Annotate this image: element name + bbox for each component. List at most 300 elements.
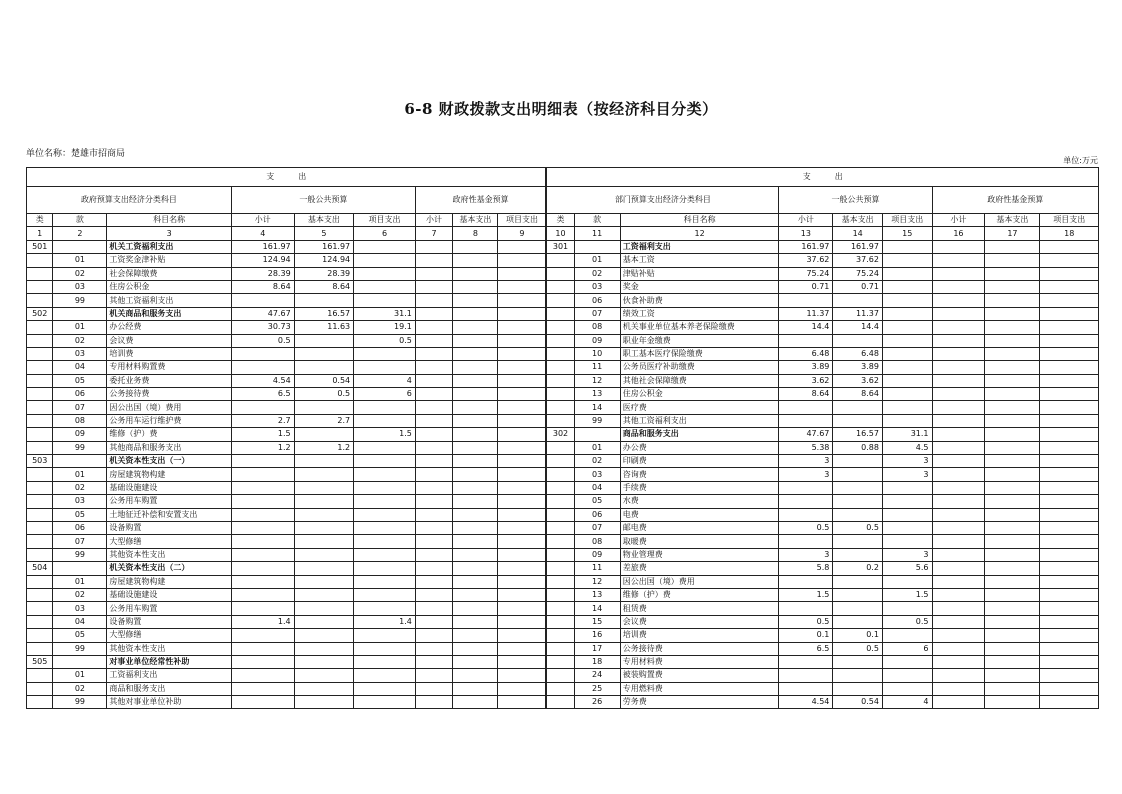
right-class-code-cell xyxy=(546,455,574,468)
header-row-expenditure xyxy=(27,168,1099,187)
left-fund-budget-cell xyxy=(498,669,547,682)
left-class-code-cell xyxy=(27,428,53,441)
left-subject-name-cell: 机关工资福利支出 xyxy=(107,240,231,253)
col-number: 4 xyxy=(231,227,294,240)
right-subject-name-cell: 医疗费 xyxy=(620,401,779,414)
right-project-expense-cell xyxy=(882,347,932,360)
left-item-code-cell: 99 xyxy=(53,642,107,655)
table-row xyxy=(27,535,1099,548)
right-basic-expense-cell: 14.4 xyxy=(833,321,883,334)
left-fund-budget-cell xyxy=(498,267,547,280)
left-basic-expense-cell xyxy=(294,629,353,642)
right-fund-budget-cell xyxy=(1040,575,1099,588)
right-subtotal-cell: 6.48 xyxy=(779,347,833,360)
right-fund-budget-cell xyxy=(1040,254,1099,267)
left-fund-budget-cell xyxy=(453,468,498,481)
left-basic-expense-cell xyxy=(294,669,353,682)
left-fund-budget-cell xyxy=(453,642,498,655)
right-basic-expense-cell: 0.1 xyxy=(833,629,883,642)
left-subtotal-cell: 28.39 xyxy=(231,267,294,280)
left-fund-budget-cell xyxy=(415,481,452,494)
right-fund-budget-cell xyxy=(985,535,1040,548)
left-subject-name-cell: 其他资本性支出 xyxy=(107,642,231,655)
left-class-code-cell: 504 xyxy=(27,562,53,575)
left-item-code-cell xyxy=(53,562,107,575)
left-subtotal-cell xyxy=(231,588,294,601)
right-project-expense-cell: 3 xyxy=(882,468,932,481)
left-subtotal-cell xyxy=(231,347,294,360)
right-subject-name-cell: 工资福利支出 xyxy=(620,240,779,253)
left-subject-name-cell: 设备购置 xyxy=(107,521,231,534)
right-fund-budget-cell xyxy=(932,535,985,548)
right-class-code-cell xyxy=(546,602,574,615)
left-project-expense-cell xyxy=(354,401,416,414)
right-fund-budget-cell xyxy=(985,588,1040,601)
col-project-header: 项目支出 xyxy=(882,214,932,227)
right-basic-expense-cell xyxy=(833,508,883,521)
right-subtotal-cell: 47.67 xyxy=(779,428,833,441)
right-item-code-cell: 17 xyxy=(574,642,620,655)
right-class-code-cell xyxy=(546,669,574,682)
right-fund-budget-cell xyxy=(932,401,985,414)
left-item-code-cell: 02 xyxy=(53,588,107,601)
right-fund-budget-cell xyxy=(1040,374,1099,387)
left-fund-budget-cell xyxy=(498,575,547,588)
right-class-code-cell xyxy=(546,696,574,709)
right-item-code-cell: 06 xyxy=(574,508,620,521)
table-row xyxy=(27,334,1099,347)
right-subject-name-cell: 住房公积金 xyxy=(620,388,779,401)
right-project-expense-cell: 31.1 xyxy=(882,428,932,441)
right-fund-budget-cell xyxy=(985,696,1040,709)
left-basic-expense-cell: 16.57 xyxy=(294,307,353,320)
left-basic-expense-cell xyxy=(294,334,353,347)
left-basic-expense-cell xyxy=(294,455,353,468)
left-fund-budget-cell xyxy=(453,669,498,682)
col-number: 2 xyxy=(53,227,107,240)
left-class-code-cell: 502 xyxy=(27,307,53,320)
right-project-expense-cell: 0.5 xyxy=(882,615,932,628)
table-row xyxy=(27,481,1099,494)
right-subtotal-cell: 5.8 xyxy=(779,562,833,575)
left-fund-budget-cell xyxy=(415,254,452,267)
left-item-code-cell: 01 xyxy=(53,321,107,334)
right-fund-budget-cell xyxy=(1040,428,1099,441)
right-fund-budget-cell xyxy=(1040,548,1099,561)
left-item-code-cell: 09 xyxy=(53,428,107,441)
table-row xyxy=(27,294,1099,307)
table-row xyxy=(27,495,1099,508)
right-item-code-cell: 14 xyxy=(574,401,620,414)
left-subtotal-cell: 47.67 xyxy=(231,307,294,320)
left-project-expense-cell xyxy=(354,588,416,601)
right-class-code-cell xyxy=(546,629,574,642)
left-basic-expense-cell: 0.54 xyxy=(294,374,353,387)
col-basic-header: 基本支出 xyxy=(294,214,353,227)
left-project-expense-cell xyxy=(354,602,416,615)
right-fund-budget-cell xyxy=(1040,562,1099,575)
left-fund-budget-cell xyxy=(498,481,547,494)
right-fund-budget-cell xyxy=(985,615,1040,628)
right-item-code-cell: 08 xyxy=(574,321,620,334)
right-basic-expense-cell xyxy=(833,669,883,682)
right-fund-budget-cell xyxy=(1040,455,1099,468)
left-class-code-cell xyxy=(27,682,53,695)
right-class-code-cell xyxy=(546,562,574,575)
right-fund-budget-cell xyxy=(932,388,985,401)
right-fund-budget-cell xyxy=(1040,602,1099,615)
right-general-budget-header: 一般公共预算 xyxy=(779,187,932,214)
col-subtotal-header: 小计 xyxy=(231,214,294,227)
col-number: 12 xyxy=(620,227,779,240)
left-subtotal-cell xyxy=(231,602,294,615)
right-fund-budget-cell xyxy=(1040,240,1099,253)
right-subtotal-cell: 6.5 xyxy=(779,642,833,655)
right-project-expense-cell xyxy=(882,481,932,494)
right-class-code-cell xyxy=(546,347,574,360)
right-basic-expense-cell: 75.24 xyxy=(833,267,883,280)
right-class-code-cell xyxy=(546,495,574,508)
left-fund-budget-cell xyxy=(498,642,547,655)
right-subject-name-cell: 劳务费 xyxy=(620,696,779,709)
left-item-code-cell: 03 xyxy=(53,280,107,293)
left-basic-expense-cell xyxy=(294,428,353,441)
table-row xyxy=(27,240,1099,253)
table-row xyxy=(27,414,1099,427)
left-fund-budget-cell xyxy=(453,562,498,575)
right-fund-budget-cell xyxy=(932,267,985,280)
left-basic-expense-cell xyxy=(294,696,353,709)
left-fund-budget-cell xyxy=(415,428,452,441)
right-project-expense-cell xyxy=(882,374,932,387)
left-fund-budget-cell xyxy=(415,294,452,307)
right-class-code-cell xyxy=(546,388,574,401)
right-item-code-cell: 07 xyxy=(574,521,620,534)
right-fund-budget-cell xyxy=(985,280,1040,293)
left-fund-budget-cell xyxy=(498,347,547,360)
left-subject-name-cell: 公务用车运行维护费 xyxy=(107,414,231,427)
right-subject-name-cell: 水费 xyxy=(620,495,779,508)
right-subtotal-cell xyxy=(779,682,833,695)
col-name-header: 科目名称 xyxy=(620,214,779,227)
left-class-code-cell xyxy=(27,294,53,307)
right-item-code-cell: 26 xyxy=(574,696,620,709)
left-fund-budget-cell xyxy=(415,682,452,695)
right-fund-budget-cell xyxy=(1040,521,1099,534)
right-fund-budget-cell xyxy=(932,669,985,682)
left-class-code-cell xyxy=(27,374,53,387)
right-fund-budget-cell xyxy=(985,240,1040,253)
left-project-expense-cell xyxy=(354,535,416,548)
right-fund-budget-cell xyxy=(985,468,1040,481)
table-row xyxy=(27,254,1099,267)
left-fund-budget-cell xyxy=(415,629,452,642)
right-project-expense-cell xyxy=(882,307,932,320)
right-fund-budget-cell xyxy=(1040,629,1099,642)
left-basic-expense-cell xyxy=(294,588,353,601)
left-subtotal-cell xyxy=(231,642,294,655)
left-fund-budget-cell xyxy=(415,521,452,534)
left-fund-budget-cell xyxy=(498,334,547,347)
right-basic-expense-cell xyxy=(833,575,883,588)
right-fund-budget-cell xyxy=(932,414,985,427)
right-fund-budget-cell xyxy=(1040,535,1099,548)
left-class-code-cell xyxy=(27,388,53,401)
left-item-code-cell: 08 xyxy=(53,414,107,427)
col-number: 13 xyxy=(779,227,833,240)
right-basic-expense-cell: 0.2 xyxy=(833,562,883,575)
right-fund-budget-cell xyxy=(985,629,1040,642)
col-number: 8 xyxy=(453,227,498,240)
right-item-code-cell: 01 xyxy=(574,441,620,454)
left-fund-budget-cell xyxy=(453,334,498,347)
right-project-expense-cell xyxy=(882,401,932,414)
right-fund-budget-cell xyxy=(932,334,985,347)
right-basic-expense-cell: 11.37 xyxy=(833,307,883,320)
left-item-code-cell: 01 xyxy=(53,254,107,267)
right-class-code-cell xyxy=(546,682,574,695)
header-row-groups xyxy=(27,187,1099,214)
right-item-code-cell: 99 xyxy=(574,414,620,427)
left-fund-budget-cell xyxy=(415,414,452,427)
right-fund-budget-cell xyxy=(932,655,985,668)
left-item-code-cell: 99 xyxy=(53,696,107,709)
right-class-code-cell xyxy=(546,267,574,280)
right-fund-budget-cell xyxy=(985,655,1040,668)
right-item-code-cell: 12 xyxy=(574,575,620,588)
right-subject-name-cell: 商品和服务支出 xyxy=(620,428,779,441)
col-number: 3 xyxy=(107,227,231,240)
left-subject-name-cell: 机关商品和服务支出 xyxy=(107,307,231,320)
right-class-code-cell xyxy=(546,441,574,454)
right-subject-name-cell: 办公费 xyxy=(620,441,779,454)
right-subject-name-cell: 租赁费 xyxy=(620,602,779,615)
left-fund-budget-cell xyxy=(453,280,498,293)
right-subject-name-cell: 伙食补助费 xyxy=(620,294,779,307)
table-row xyxy=(27,669,1099,682)
table-row xyxy=(27,307,1099,320)
right-subtotal-cell xyxy=(779,414,833,427)
right-basic-expense-cell xyxy=(833,682,883,695)
left-fund-budget-cell xyxy=(498,508,547,521)
left-basic-expense-cell xyxy=(294,562,353,575)
left-subtotal-cell xyxy=(231,575,294,588)
right-fund-budget-cell xyxy=(932,588,985,601)
left-item-code-cell xyxy=(53,307,107,320)
left-subtotal-cell xyxy=(231,294,294,307)
left-basic-expense-cell xyxy=(294,602,353,615)
col-number: 5 xyxy=(294,227,353,240)
right-subtotal-cell: 3 xyxy=(779,548,833,561)
right-item-code-cell: 03 xyxy=(574,280,620,293)
right-fund-budget-cell xyxy=(985,267,1040,280)
right-class-code-cell xyxy=(546,280,574,293)
table-row xyxy=(27,347,1099,360)
left-class-code-cell: 501 xyxy=(27,240,53,253)
right-basic-expense-cell xyxy=(833,481,883,494)
left-basic-expense-cell xyxy=(294,615,353,628)
left-basic-expense-cell xyxy=(294,575,353,588)
left-class-code-cell: 503 xyxy=(27,455,53,468)
left-subtotal-cell: 0.5 xyxy=(231,334,294,347)
left-basic-expense-cell: 2.7 xyxy=(294,414,353,427)
col-number: 16 xyxy=(932,227,985,240)
left-class-code-cell xyxy=(27,334,53,347)
right-fund-budget-cell xyxy=(985,642,1040,655)
left-basic-expense-cell: 1.2 xyxy=(294,441,353,454)
right-project-expense-cell xyxy=(882,267,932,280)
table-row xyxy=(27,441,1099,454)
right-subject-name-cell: 手续费 xyxy=(620,481,779,494)
table-row xyxy=(27,588,1099,601)
right-basic-expense-cell xyxy=(833,414,883,427)
right-project-expense-cell xyxy=(882,669,932,682)
left-subject-name-cell: 对事业单位经常性补助 xyxy=(107,655,231,668)
col-number: 7 xyxy=(415,227,452,240)
left-fund-budget-cell xyxy=(415,615,452,628)
col-project-header: 项目支出 xyxy=(1040,214,1099,227)
left-subject-group-header: 政府预算支出经济分类科目 xyxy=(27,187,232,214)
left-class-code-cell xyxy=(27,280,53,293)
right-class-code-cell: 302 xyxy=(546,428,574,441)
left-item-code-cell xyxy=(53,655,107,668)
right-class-code-cell xyxy=(546,361,574,374)
right-project-expense-cell xyxy=(882,629,932,642)
right-item-code-cell: 09 xyxy=(574,334,620,347)
col-project-header: 项目支出 xyxy=(498,214,547,227)
left-item-code-cell: 07 xyxy=(53,401,107,414)
right-fund-budget-cell xyxy=(985,562,1040,575)
left-item-code-cell: 07 xyxy=(53,535,107,548)
right-fund-budget-cell xyxy=(1040,669,1099,682)
right-fund-budget-cell xyxy=(985,508,1040,521)
left-subject-name-cell: 办公经费 xyxy=(107,321,231,334)
right-fund-budget-cell xyxy=(985,414,1040,427)
left-subtotal-cell xyxy=(231,468,294,481)
left-fund-budget-cell xyxy=(415,401,452,414)
col-subtotal-header: 小计 xyxy=(415,214,452,227)
right-fund-budget-cell xyxy=(985,401,1040,414)
left-subtotal-cell: 161.97 xyxy=(231,240,294,253)
left-subject-name-cell: 其他对事业单位补助 xyxy=(107,696,231,709)
right-basic-expense-cell xyxy=(833,334,883,347)
right-fund-budget-cell xyxy=(1040,696,1099,709)
right-class-code-cell xyxy=(546,521,574,534)
right-subject-name-cell: 专用燃料费 xyxy=(620,682,779,695)
right-basic-expense-cell xyxy=(833,588,883,601)
right-subject-name-cell: 职业年金缴费 xyxy=(620,334,779,347)
left-basic-expense-cell xyxy=(294,548,353,561)
right-fund-budget-cell xyxy=(1040,347,1099,360)
left-subtotal-cell: 30.73 xyxy=(231,321,294,334)
right-subtotal-cell: 8.64 xyxy=(779,388,833,401)
left-fund-budget-cell xyxy=(453,629,498,642)
right-fund-budget-cell xyxy=(932,280,985,293)
left-subject-name-cell: 社会保障缴费 xyxy=(107,267,231,280)
left-class-code-cell xyxy=(27,669,53,682)
left-subtotal-cell xyxy=(231,655,294,668)
left-subject-name-cell: 公务用车购置 xyxy=(107,602,231,615)
left-fund-budget-cell xyxy=(415,468,452,481)
right-fund-budget-cell xyxy=(932,294,985,307)
right-basic-expense-cell xyxy=(833,655,883,668)
left-fund-budget-cell xyxy=(498,655,547,668)
left-fund-budget-cell xyxy=(453,588,498,601)
left-fund-budget-cell xyxy=(498,562,547,575)
right-basic-expense-cell: 6.48 xyxy=(833,347,883,360)
left-fund-budget-cell xyxy=(498,535,547,548)
right-basic-expense-cell xyxy=(833,401,883,414)
right-fund-budget-cell xyxy=(985,495,1040,508)
left-project-expense-cell xyxy=(354,455,416,468)
right-item-code-cell: 01 xyxy=(574,254,620,267)
table-row xyxy=(27,629,1099,642)
left-fund-budget-cell xyxy=(498,374,547,387)
right-subject-name-cell: 公务接待费 xyxy=(620,642,779,655)
left-subtotal-cell xyxy=(231,481,294,494)
left-subtotal-cell xyxy=(231,508,294,521)
left-project-expense-cell: 1.5 xyxy=(354,428,416,441)
right-class-code-cell xyxy=(546,535,574,548)
right-fund-budget-cell xyxy=(932,696,985,709)
right-subtotal-cell xyxy=(779,401,833,414)
right-project-expense-cell xyxy=(882,535,932,548)
right-item-code-cell: 11 xyxy=(574,562,620,575)
right-fund-budget-cell xyxy=(932,682,985,695)
right-fund-budget-cell xyxy=(985,428,1040,441)
right-subtotal-cell: 14.4 xyxy=(779,321,833,334)
table-row xyxy=(27,468,1099,481)
left-class-code-cell xyxy=(27,615,53,628)
table-row xyxy=(27,682,1099,695)
col-class-header: 类 xyxy=(27,214,53,227)
left-subject-name-cell: 基础设施建设 xyxy=(107,481,231,494)
left-project-expense-cell: 31.1 xyxy=(354,307,416,320)
left-fund-budget-cell xyxy=(415,240,452,253)
left-subtotal-cell: 1.5 xyxy=(231,428,294,441)
left-class-code-cell xyxy=(27,588,53,601)
right-item-code-cell: 12 xyxy=(574,374,620,387)
right-class-code-cell xyxy=(546,615,574,628)
left-fund-budget-cell xyxy=(498,682,547,695)
right-subject-name-cell: 因公出国（境）费用 xyxy=(620,575,779,588)
left-subject-name-cell: 培训费 xyxy=(107,347,231,360)
right-basic-expense-cell: 8.64 xyxy=(833,388,883,401)
right-subject-name-cell: 咨询费 xyxy=(620,468,779,481)
left-basic-expense-cell: 124.94 xyxy=(294,254,353,267)
right-subtotal-cell: 37.62 xyxy=(779,254,833,267)
right-fund-budget-cell xyxy=(1040,642,1099,655)
left-project-expense-cell xyxy=(354,347,416,360)
right-fund-budget-cell xyxy=(985,374,1040,387)
left-fund-budget-cell xyxy=(415,562,452,575)
left-fund-budget-cell xyxy=(453,682,498,695)
right-item-code-cell: 13 xyxy=(574,388,620,401)
left-class-code-cell xyxy=(27,508,53,521)
left-fund-budget-cell xyxy=(415,307,452,320)
right-fund-budget-cell xyxy=(932,615,985,628)
right-item-code-cell: 02 xyxy=(574,267,620,280)
right-fund-budget-cell xyxy=(932,374,985,387)
right-fund-budget-cell xyxy=(1040,388,1099,401)
left-fund-budget-cell xyxy=(453,254,498,267)
left-fund-budget-cell xyxy=(453,548,498,561)
right-subtotal-cell: 3 xyxy=(779,468,833,481)
left-fund-budget-cell xyxy=(498,361,547,374)
right-subtotal-cell: 0.5 xyxy=(779,615,833,628)
left-class-code-cell xyxy=(27,267,53,280)
left-fund-budget-cell xyxy=(415,334,452,347)
